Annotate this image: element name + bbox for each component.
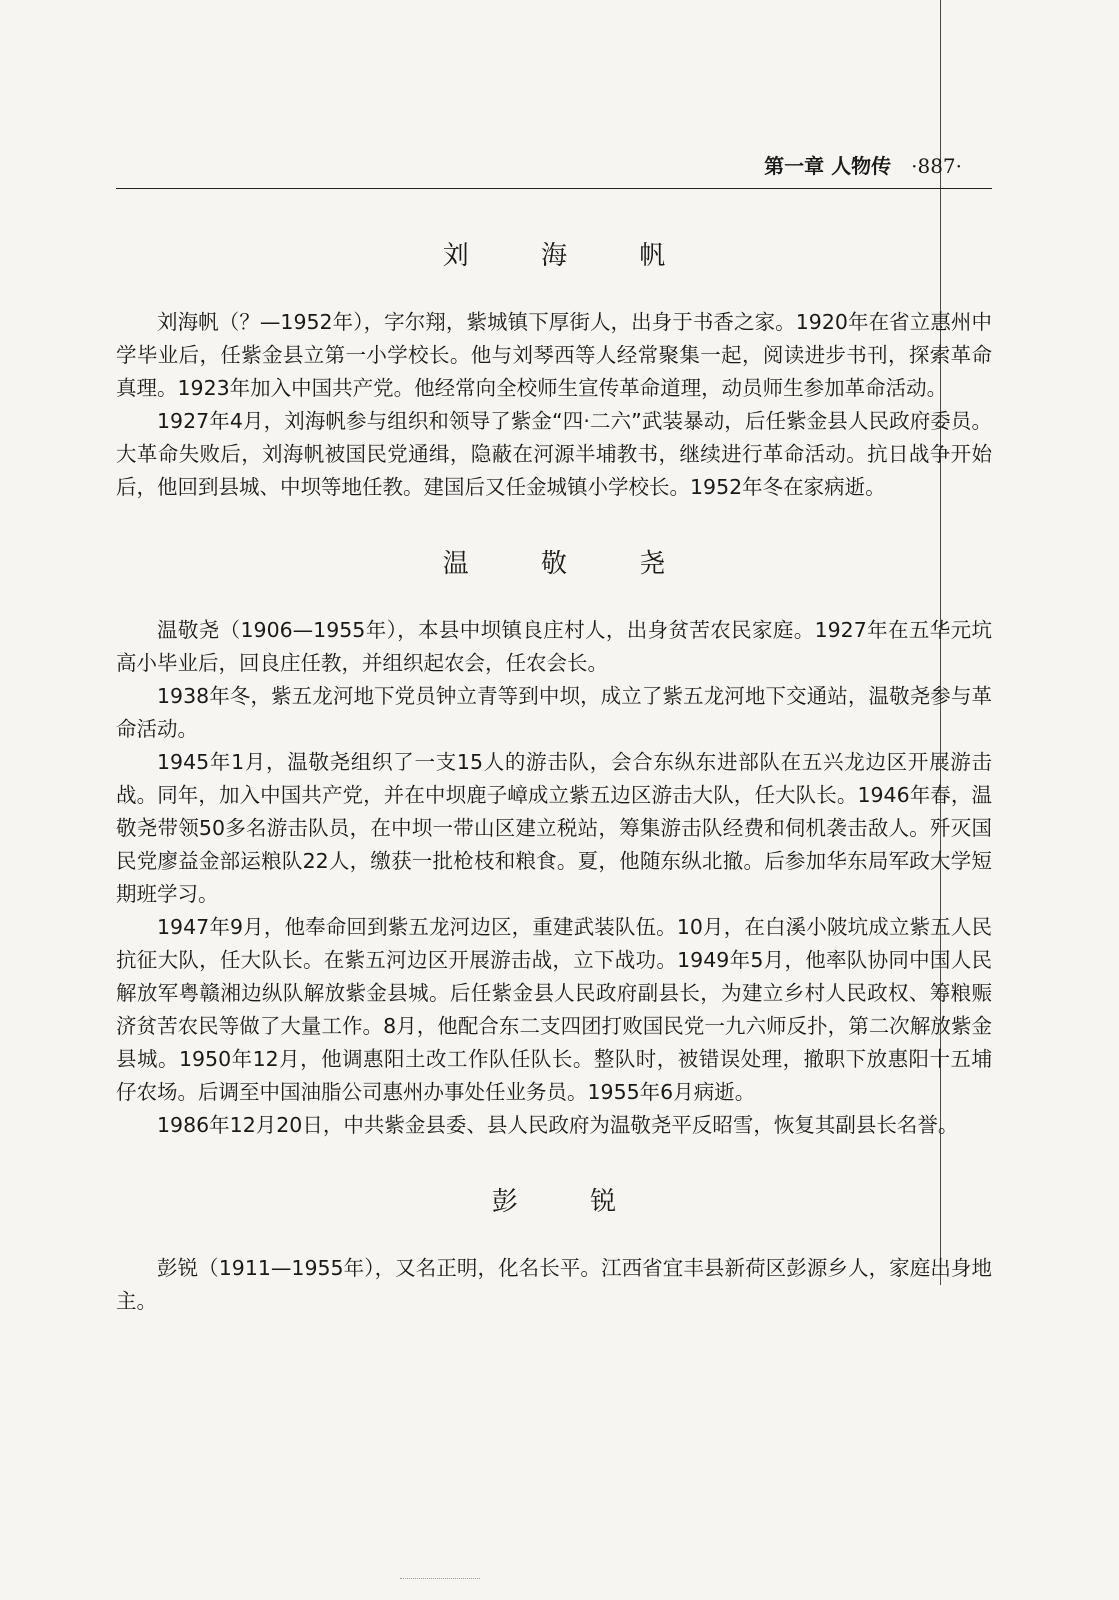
page-body	[116, 200, 992, 1318]
paragraph: 1927年4月，刘海帆参与组织和领导了紫金“四·二六”武装暴动，后任紫金县人民政府委员。大革命失败后，刘海帆被国民党通缉，隐蔽在河源半埔教书，继续进行革命活动。抗日战争开始后，他回到县城、中坝等地任教。建国后又任金城镇小学校长。1952年冬在家病逝。	[116, 409, 992, 499]
biography-wen-jingyao	[116, 544, 992, 1142]
section-title: 彭 锐	[491, 1187, 649, 1217]
running-header	[116, 148, 992, 189]
paragraph: 温敬尧（1906—1955年），本县中坝镇良庄村人，出身贫苦农民家庭。1927年在五华元坑高小毕业后，回良庄任教，并组织起农会，任农会长。	[116, 618, 992, 675]
section-title: 刘 海 帆	[442, 241, 698, 271]
paragraph: 1938年冬，紫五龙河地下党员钟立青等到中坝，成立了紫五龙河地下交通站，温敬尧参与革命活动。	[116, 684, 992, 741]
paragraph: 1945年1月，温敬尧组织了一支15人的游击队，会合东纵东进部队在五兴龙边区开展游击战。同年，加入中国共产党，并在中坝鹿子嶂成立紫五边区游击大队，任大队长。1946年春，温敬尧带领50多名游击队员，在中坝一带山区建立税站，筹集游击队经费和伺机袭击敌人。歼灭国民党廖益金部运粮队22人，缴获一批枪枝和粮食。夏，他随东纵北撤。后参加华东局军政大学短期班学习。	[116, 750, 992, 906]
header-text	[764, 150, 962, 179]
paragraph: 刘海帆（？—1952年），字尔翔，紫城镇下厚街人，出身于书香之家。1920年在省立惠州中学毕业后，任紫金县立第一小学校长。他与刘琴西等人经常聚集一起，阅读进步书刊，探索革命真理。1923年加入中国共产党。他经常向全校师生宣传革命道理，动员师生参加革命活动。	[116, 310, 992, 400]
scan-smudge	[400, 1578, 480, 1580]
paragraph: 彭锐（1911—1955年），又名正明，化名长平。江西省宜丰县新荷区彭源乡人，家庭出身地主。	[116, 1256, 992, 1313]
chapter-title: 第一章 人物传	[764, 154, 892, 178]
biography-peng-rui	[116, 1182, 992, 1318]
paragraph: 1947年9月，他奉命回到紫五龙河边区，重建武装队伍。10月，在白溪小陂坑成立紫五人民抗征大队，任大队长。在紫五河边区开展游击战，立下战功。1949年5月，他率队协同中国人民解放军粤赣湘边纵队解放紫金县城。后任紫金县人民政府副县长，为建立乡村人民政权、筹粮赈济贫苦农民等做了大量工作。8月，他配合东二支四团打败国民党一九六师反扑，第二次解放紫金县城。1950年12月，他调惠阳土改工作队任队长。整队时，被错误处理，撤职下放惠阳十五埔仔农场。后调至中国油脂公司惠州办事处任业务员。1955年6月病逝。	[116, 915, 992, 1104]
biography-liu-haifan	[116, 236, 992, 504]
paragraph: 1986年12月20日，中共紫金县委、县人民政府为温敬尧平反昭雪，恢复其副县长名誉。	[157, 1113, 959, 1137]
page-number: ·887·	[911, 154, 962, 178]
section-title: 温 敬 尧	[442, 549, 698, 579]
